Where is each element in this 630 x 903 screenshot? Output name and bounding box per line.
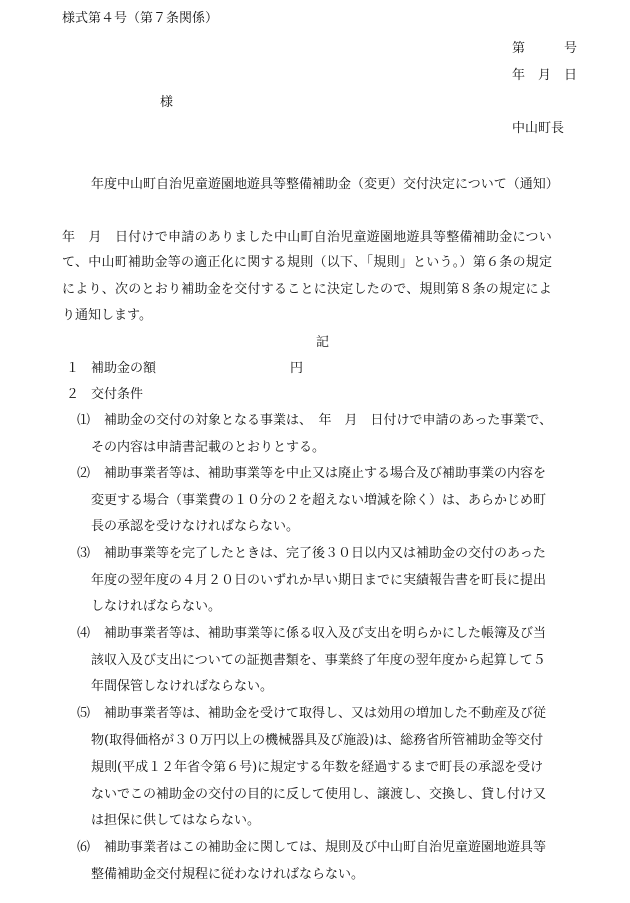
condition-mark: ⑹: [77, 840, 91, 855]
body-line: り通知します。: [62, 308, 152, 323]
condition-line: 補助事業者等は、補助金を受けて取得し、又は効用の増加した不動産及び従: [104, 706, 547, 721]
body-line: により、次のとおり補助金を交付することに決定したので、規則第８条の規定によ: [62, 282, 552, 297]
issue-date: 年 月 日: [512, 68, 578, 83]
condition-line: 長の承認を受けなければならない。: [91, 519, 300, 534]
condition-line: 規則(平成１２年省令第６号)に規定する年数を経過するまで町長の承認を受け: [91, 760, 544, 775]
condition-line: 物(取得価格が３０万円以上の機械器具及び施設)は、総務省所管補助金等交付: [91, 733, 544, 748]
item1-label: 補助金の額: [91, 361, 157, 376]
issuer: 中山町長: [512, 121, 565, 136]
condition-line: 年度の翌年度の４月２０日のいずれか早い期日までに実績報告書を町長に提出: [91, 573, 547, 588]
condition-line: は担保に供してはならない。: [91, 813, 261, 828]
condition-mark: ⑴: [77, 413, 91, 428]
condition-line: 補助事業者はこの補助金に関しては、規則及び中山町自治児童遊園地遊具等: [104, 840, 547, 855]
condition-line: 整備補助金交付規程に従わなければならない。: [91, 867, 365, 882]
addressee: 様: [160, 95, 174, 110]
condition-line: その内容は申請書記載のとおりとする。: [91, 440, 326, 455]
condition-line: 補助事業者等は、補助事業等に係る収入及び支出を明らかにした帳簿及び当: [104, 626, 547, 641]
item2-label: 交付条件: [91, 387, 144, 402]
condition-line: 補助事業等を完了したときは、完了後３０日以内又は補助金の交付のあった: [104, 546, 546, 561]
condition-line: 補助金の交付の対象となる事業は、 年 月 日付けで申請のあった事業で、: [104, 413, 553, 428]
condition-mark: ⑵: [77, 466, 91, 481]
notice-title: 年度中山町自治児童遊園地遊具等整備補助金（変更）交付決定について（通知）: [91, 177, 559, 192]
condition-line: しなければならない。: [91, 599, 222, 614]
condition-mark: ⑸: [77, 706, 91, 721]
condition-line: 変更する場合（事業費の１０分の２を超えない増減を除く）は、あらかじめ町: [91, 493, 547, 508]
ki-heading: 記: [316, 335, 330, 350]
body-line: て、中山町補助金等の適正化に関する規則（以下、「規則」という。）第６条の規定: [62, 255, 553, 270]
document-number: 第 号: [512, 41, 578, 56]
condition-line: ないでこの補助金の交付の目的に反して使用し、譲渡し、交換し、貸し付け又: [91, 787, 547, 802]
item2-number: ２: [66, 387, 80, 402]
condition-mark: ⑷: [77, 626, 91, 641]
condition-mark: ⑶: [77, 546, 91, 561]
item1-number: １: [66, 361, 80, 376]
condition-line: 該収入及び支出についての証拠書類を、事業終了年度の翌年度から起算して５: [91, 653, 546, 668]
item1-unit: 円: [290, 361, 304, 376]
condition-line: 年間保管しなければならない。: [91, 679, 274, 694]
body-line: 年 月 日付けで申請のありました中山町自治児童遊園地遊具等整備補助金につい: [62, 230, 552, 245]
condition-line: 補助事業者等は、補助事業等を中止又は廃止する場合及び補助事業の内容を: [104, 466, 547, 481]
form-label: 様式第４号（第７条関係）: [62, 11, 219, 26]
